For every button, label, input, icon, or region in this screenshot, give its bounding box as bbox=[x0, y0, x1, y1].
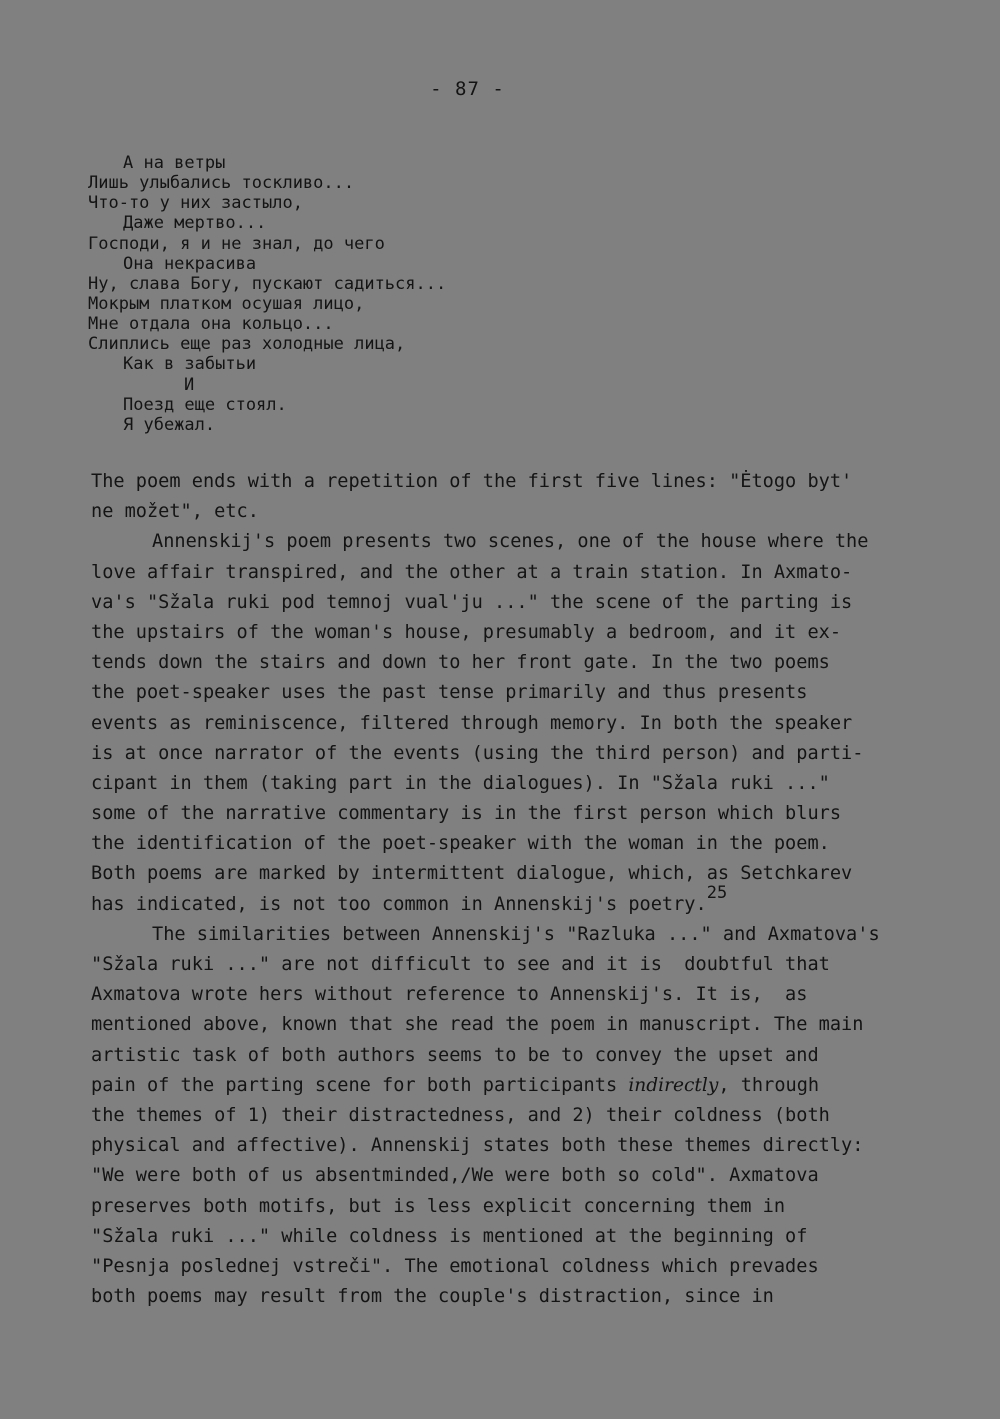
text-line: The similarities between Annenskij's "Razluka ..." and Axmatova's bbox=[152, 923, 880, 945]
text-line: va's "Sžala ruki pod temnoj vual'ju ..." the scene of the parting is bbox=[91, 591, 853, 613]
text-line: physical and affective). Annenskij states both these themes directly: bbox=[91, 1135, 864, 1157]
text-line bbox=[91, 1071, 951, 1101]
text-line: both poems may result from the couple's distraction, since in bbox=[91, 1286, 774, 1308]
poem-line: Что-то у них застыло, bbox=[88, 193, 303, 214]
text-fragment: , through bbox=[718, 1074, 820, 1096]
poem-line: Господи, я и не знал, до чего bbox=[88, 233, 385, 254]
poem-line: Я убежал. bbox=[123, 414, 216, 435]
text-line bbox=[91, 882, 951, 920]
poem-line: Мне отдала она кольцо... bbox=[88, 314, 334, 335]
poem-line: Ну, слава Богу, пускают садиться... bbox=[88, 273, 447, 294]
text-line: the poet-speaker uses the past tense primarily and thus presents bbox=[91, 682, 808, 704]
text-line: preserves both motifs, but is less explicit concerning them in bbox=[91, 1195, 786, 1217]
text-line: mentioned above, known that she read the poem in manuscript. The main bbox=[91, 1014, 864, 1036]
footnote-marker: 25 bbox=[706, 882, 728, 903]
poem-line: А на ветры bbox=[123, 153, 226, 173]
poem-line: Как в забытьи bbox=[123, 354, 257, 375]
poem-line: Лишь улыбались тоскливо... bbox=[88, 173, 355, 194]
text-fragment: has indicated, is not too common in Annenskij's poetry. bbox=[91, 893, 707, 915]
text-line: "Pesnja poslednej vstreči". The emotional coldness which prevades bbox=[91, 1255, 819, 1277]
page-number: - 87 - bbox=[430, 78, 505, 100]
text-line: artistic task of both authors seems to be to convey the upset and bbox=[91, 1044, 819, 1066]
text-fragment: pain of the parting scene for both participants bbox=[91, 1074, 629, 1096]
text-line: "Sžala ruki ..." are not difficult to see and it is doubtful that bbox=[91, 954, 830, 975]
text-line: ne možet", etc. bbox=[91, 501, 259, 523]
text-line: some of the narrative commentary is in the first person which blurs bbox=[91, 803, 842, 825]
text-line: Axmatova wrote hers without reference to Annenskij's. It is, as bbox=[91, 984, 808, 1006]
text-line: "Sžala ruki ..." while coldness is mentioned at the beginning of bbox=[91, 1225, 808, 1247]
text-line: is at once narrator of the events (using the third person) and parti- bbox=[91, 742, 864, 764]
text-line: Annenskij's poem presents two scenes, one of the house where the bbox=[152, 531, 869, 553]
text-line: cipant in them (taking part in the dialogues). In "Sžala ruki ..." bbox=[91, 772, 830, 794]
text-line: the identification of the poet-speaker with the woman in the poem. bbox=[91, 833, 830, 855]
text-line: The poem ends with a repetition of the first five lines: "Ėtogo byt' bbox=[91, 471, 853, 492]
text-line: tends down the stairs and down to her front gate. In the two poems bbox=[91, 652, 830, 674]
poem-line: Поезд еще стоял. bbox=[123, 394, 287, 415]
poem-line: Даже мертво... bbox=[123, 213, 267, 234]
text-line: love affair transpired, and the other at a train station. In Axmato- bbox=[91, 561, 853, 583]
poem-line: Мокрым платком осушая лицо, bbox=[88, 293, 365, 314]
poem-line: Слиплись еще раз холодные лица, bbox=[88, 334, 406, 355]
poem-line: Она некрасива bbox=[123, 253, 257, 274]
text-line: "We were both of us absentminded,/We were both so cold". Axmatova bbox=[91, 1165, 819, 1187]
text-line: the themes of 1) their distractedness, and 2) their coldness (both bbox=[91, 1104, 830, 1126]
text-line: the upstairs of the woman's house, presumably a bedroom, and it ex- bbox=[91, 621, 842, 643]
poem-excerpt bbox=[88, 153, 788, 435]
body-text bbox=[91, 467, 951, 1312]
text-line: Both poems are marked by intermittent dialogue, which, as Setchkarev bbox=[91, 863, 853, 885]
text-line: events as reminiscence, filtered through memory. In both the speaker bbox=[91, 712, 853, 734]
emphasized-word: indirectly bbox=[628, 1074, 719, 1096]
poem-line: И bbox=[184, 374, 195, 395]
